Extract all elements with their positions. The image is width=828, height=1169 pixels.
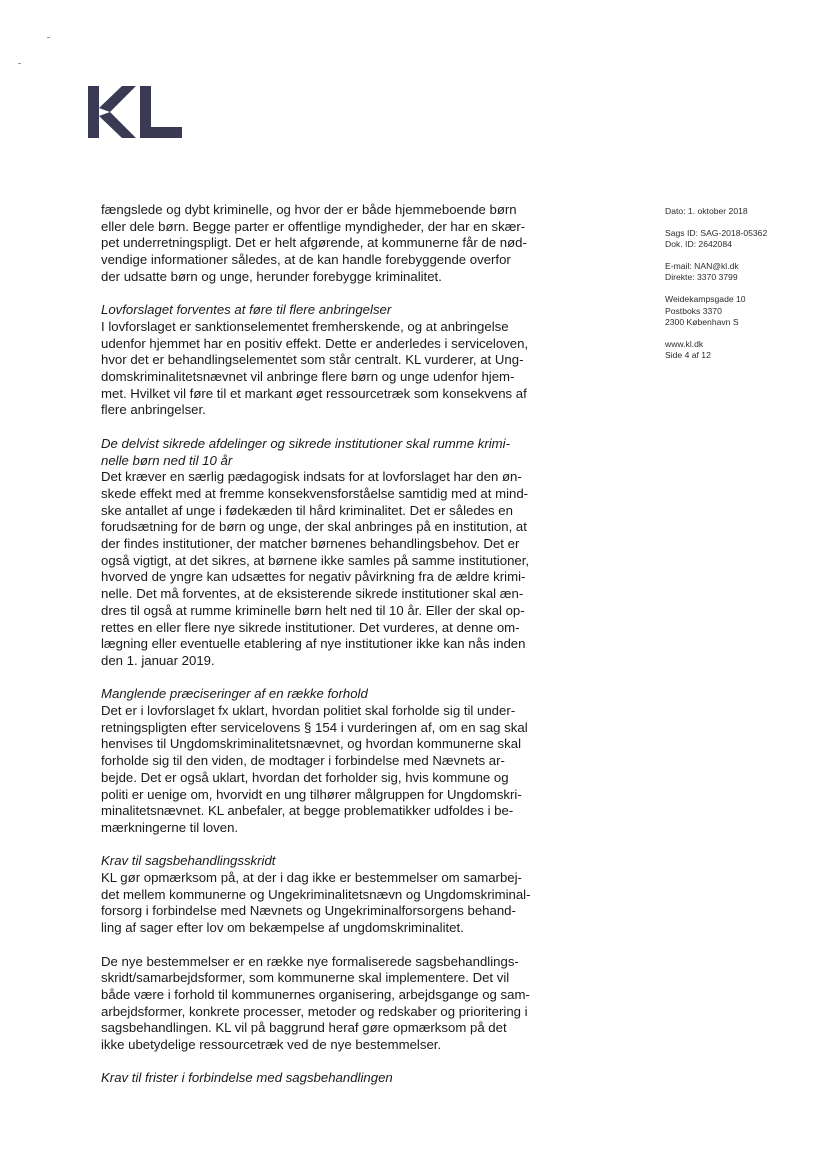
email-line: E-mail: NAN@kl.dk — [665, 260, 739, 271]
body-text-line: både være i forhold til kommunernes organisering, arbejdsgange og sam- — [101, 986, 530, 1002]
direct-phone-line: Direkte: 3370 3799 — [665, 272, 738, 283]
body-text-line: met. Hvilket vil føre til et markant øget ressourcetræk som konsekvens af — [101, 385, 527, 401]
section-heading — [101, 853, 553, 870]
section-paragraph — [101, 954, 553, 1054]
section-paragraph — [101, 870, 553, 937]
body-text-line: hvorved de yngre kan udsættes for negativ påvirkning fra de ældre krimi- — [101, 569, 526, 585]
section-heading — [101, 686, 553, 703]
letter-section — [101, 436, 553, 670]
body-text-line: det mellem kommunerne og Ungekriminalitetsnævn og Ungdomskriminal- — [101, 886, 531, 902]
scan-speck — [47, 37, 50, 38]
section-heading — [101, 302, 553, 319]
address-line: 2300 København S — [665, 317, 739, 328]
body-text-line: ikke ubetydelige ressourcetræk ved de nye bestemmelser. — [101, 1037, 442, 1053]
kl-logo — [88, 86, 184, 138]
section-paragraph — [101, 469, 553, 669]
body-text-line: flere anbringelser. — [101, 402, 206, 418]
section-heading — [101, 436, 553, 469]
letter-body — [101, 202, 553, 1087]
section-heading-line: De delvist sikrede afdelinger og sikrede institutioner skal rumme krimi- — [101, 435, 510, 451]
intro-paragraph — [101, 202, 553, 286]
body-text-line: I lovforslaget er sanktionselementet fremherskende, og at anbringelse — [101, 318, 509, 334]
letter-section — [101, 1070, 553, 1087]
letter-section — [101, 954, 553, 1054]
body-text-line: skridt/samarbejdsformer, som kommunerne skal implementere. Det vil — [101, 970, 510, 986]
body-text-line: ling af sager efter lov om bekæmpelse af ungdomskriminalitet. — [101, 920, 464, 936]
case-id-line: Sags ID: SAG-2018-05362 — [665, 227, 768, 238]
body-text-line: Det er i lovforslaget fx uklart, hvordan politiet skal forholde sig til under- — [101, 703, 516, 719]
website-line: www.kl.dk — [665, 338, 704, 349]
body-text-line: forsorg i forbindelse med Nævnets og Ungekriminalforsorgens behand- — [101, 903, 516, 919]
body-text-line: arbejdsformer, konkrete processer, metoder og redskaber og prioritering i — [101, 1003, 528, 1019]
section-heading-line: Manglende præciseringer af en række forhold — [101, 686, 368, 702]
section-paragraph — [101, 703, 553, 837]
body-text-line: den 1. januar 2019. — [101, 652, 215, 668]
letter-sections — [101, 302, 553, 1087]
letter-section — [101, 302, 553, 419]
body-text-line: også vigtigt, at det sikres, at børnene ikke samles på samme institutioner, — [101, 552, 530, 568]
body-text-line: henvises til Ungdomskriminalitetsnævnet, og hvordan kommunerne skal — [101, 736, 521, 752]
letter-section — [101, 686, 553, 836]
body-text-line: vendige informationer således, at de kan handle forebyggende overfor — [101, 252, 511, 268]
body-text-line: dres til også at rumme kriminelle børn helt ned til 10 år. Eller der skal op- — [101, 602, 525, 618]
address-line: Weidekampsgade 10 — [665, 293, 746, 304]
address-line: Postboks 3370 — [665, 305, 722, 316]
date-line: Dato: 1. oktober 2018 — [665, 206, 748, 216]
body-text-line: der udsatte børn og unge, herunder forebygge kriminalitet. — [101, 268, 442, 284]
body-text-line: mærkningerne til loven. — [101, 819, 239, 835]
body-text-line: skede effekt med at fremme konsekvensforståelse samtidig med at mind- — [101, 485, 529, 501]
document-id-line: Dok. ID: 2642084 — [665, 239, 732, 250]
body-text-line: fængslede og dybt kriminelle, og hvor der er både hjemmeboende børn — [101, 202, 517, 217]
body-text-line: der findes institutioner, der matcher børnenes behandlingsbehov. Det er — [101, 536, 520, 552]
section-heading — [101, 1070, 553, 1087]
letter-metadata — [665, 206, 820, 372]
body-text-line: De nye bestemmelser er en række nye formaliserede sagsbehandlings- — [101, 953, 519, 969]
section-heading-line: Lovforslaget forventes at føre til flere anbringelser — [101, 302, 392, 318]
body-text-line: rettes en eller flere nye sikrede institutioner. Det vurderes, at denne om- — [101, 619, 520, 635]
body-text-line: KL gør opmærksom på, at der i dag ikke er bestemmelser om samarbej- — [101, 870, 522, 886]
body-text-line: forholde sig til den viden, de modtager i forbindelse med Nævnets ar- — [101, 753, 505, 769]
body-text-line: politi er uenige om, hvorvidt en ung tilhører målgruppen for Ungdomskri- — [101, 786, 522, 802]
body-text-line: pet underretningspligt. Det er helt afgørende, at kommunerne får de nød- — [101, 235, 527, 251]
scan-speck — [18, 63, 21, 64]
body-text-line: nelle. Det må forventes, at de eksisterende sikrede institutioner skal æn- — [101, 586, 524, 602]
body-text-line: ske antallet af unge i fødekæden til hård kriminalitet. Det er således en — [101, 502, 513, 518]
body-text-line: Det kræver en særlig pædagogisk indsats for at lovforslaget har den øn- — [101, 469, 522, 485]
page-number: Side 4 af 12 — [665, 350, 711, 361]
body-text-line: sagsbehandlingen. KL vil på baggrund heraf gøre opmærksom på det — [101, 1020, 507, 1036]
body-text-line: hvor det er behandlingselementet som står centralt. KL vurderer, at Ung- — [101, 352, 524, 368]
body-text-line: lægning eller eventuelle etablering af nye institutioner ikke kan nås inden — [101, 636, 526, 652]
body-text-line: forudsætning for de børn og unge, der skal anbringes på en institution, at — [101, 519, 527, 535]
letter-section — [101, 853, 553, 937]
section-paragraph — [101, 319, 553, 419]
body-text-line: domskriminalitetsnævnet vil anbringe flere børn og unge udenfor hjem- — [101, 369, 515, 385]
body-text-line: bejde. Det er også uklart, hvordan det forholder sig, hvis kommune og — [101, 769, 509, 785]
body-text-line: udenfor hjemmet har en positiv effekt. Dette er anderledes i serviceloven, — [101, 335, 529, 351]
body-text-line: minalitetsnævnet. KL anbefaler, at begge problematikker udfoldes i be- — [101, 803, 514, 819]
section-heading-line: nelle børn ned til 10 år — [101, 452, 233, 468]
body-text-line: retningspligten efter servicelovens § 154 i vurderingen af, om en sag skal — [101, 719, 528, 735]
section-heading-line: Krav til sagsbehandlingsskridt — [101, 853, 276, 869]
body-text-line: eller dele børn. Begge parter er offentlige myndigheder, der har en skær- — [101, 218, 526, 234]
section-heading-line: Krav til frister i forbindelse med sagsbehandlingen — [101, 1070, 393, 1086]
